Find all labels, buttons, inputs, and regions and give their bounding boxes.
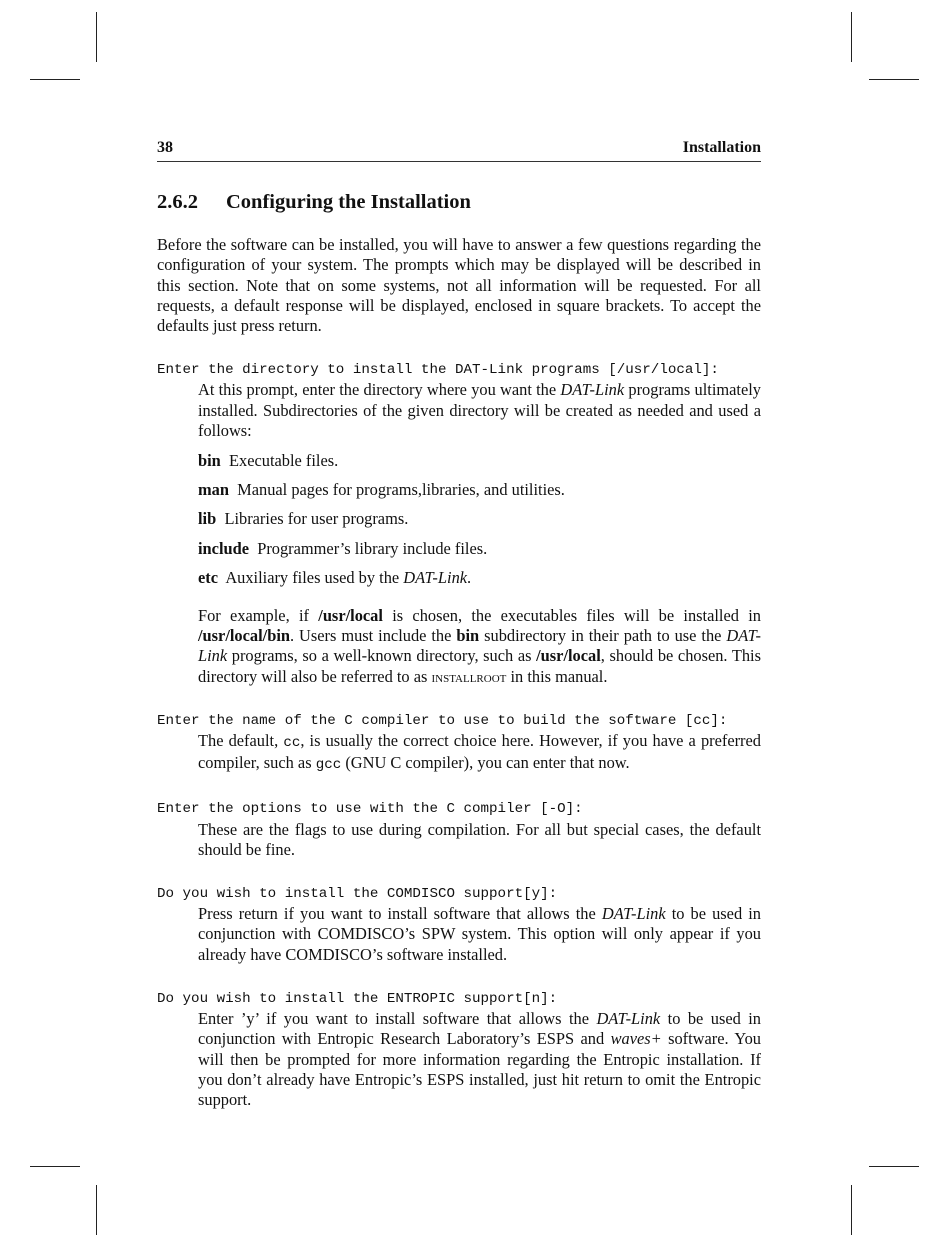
list-item: include Programmer’s library include files. <box>198 538 488 558</box>
crop-mark <box>851 1185 852 1235</box>
prompt-compiler-options-description: These are the flags to use during compilation. For all but special cases, the default should be fine. <box>198 819 761 859</box>
running-section-name: Installation <box>682 139 761 156</box>
list-item: etc Auxiliary files used by the DAT-Link. <box>198 567 472 587</box>
prompt-entropic-support-description: Enter ’y’ if you want to install software that allows the DAT-Link to be used in conjunction with Entropic Research Laboratory’s ESPS and waves+ software. You will then be prompted for more information regarding the Entropic installation. If you don’t already have Entropic’s ESPS installed, just hit return to omit the Entropic support. <box>198 1009 762 1109</box>
crop-mark <box>30 1166 80 1167</box>
list-item: lib Libraries for user programs. <box>198 509 409 529</box>
prompt-install-directory-description: At this prompt, enter the directory where you want the DAT-Link programs ultimately installed. Subdirectories of the given directory will be created as needed and used a follows: <box>198 380 762 440</box>
prompt-comdisco-support: Do you wish to install the COMDISCO support[y]: <box>157 886 558 903</box>
crop-mark <box>869 1166 919 1167</box>
subdirectory-list <box>198 451 761 588</box>
section-number: 2.6.2 <box>157 191 198 214</box>
crop-mark <box>96 12 97 62</box>
list-item: man Manual pages for programs,libraries, and utilities. <box>198 480 565 500</box>
crop-mark <box>851 12 852 62</box>
crop-mark <box>30 79 80 80</box>
prompt-install-directory: Enter the directory to install the DAT-Link programs [/usr/local]: <box>157 362 719 379</box>
running-header <box>157 138 761 162</box>
crop-mark <box>869 79 919 80</box>
section-title: Configuring the Installation <box>226 191 471 214</box>
prompt-c-compiler-description: The default, cc, is usually the correct choice here. However, if you have a preferred compiler, such as gcc (GNU C compiler), you can enter that now. <box>198 731 761 774</box>
intro-paragraph: Before the software can be installed, you will have to answer a few questions regarding the configuration of your system. The prompts which may be displayed will be described in this section. Note that on some systems, not all information will be requested. For all requests, a default response will be displayed, enclosed in square brackets. To accept the defaults just press return. <box>157 235 761 336</box>
prompt-entropic-support: Do you wish to install the ENTROPIC support[n]: <box>157 990 558 1007</box>
prompt-c-compiler: Enter the name of the C compiler to use to build the software [cc]: <box>157 712 728 729</box>
list-item: bin Executable files. <box>198 451 339 471</box>
page-body <box>157 138 761 1110</box>
section-heading <box>157 189 761 215</box>
page-number: 38 <box>157 139 173 156</box>
prompt-compiler-options: Enter the options to use with the C compiler [-O]: <box>157 801 583 818</box>
prompt-comdisco-support-description: Press return if you want to install software that allows the DAT-Link to be used in conjunction with COMDISCO’s SPW system. This option will only appear if you already have COMDISCO’s software installed. <box>198 904 761 964</box>
install-directory-example: For example, if /usr/local is chosen, the executables files will be installed in /usr/local/bin. Users must include the bin subdirectory in their path to use the DAT-Link programs, so a well-known directory, such as /usr/local, should be chosen. This directory will also be referred to as installroot in this manual. <box>198 606 762 686</box>
crop-mark <box>96 1185 97 1235</box>
